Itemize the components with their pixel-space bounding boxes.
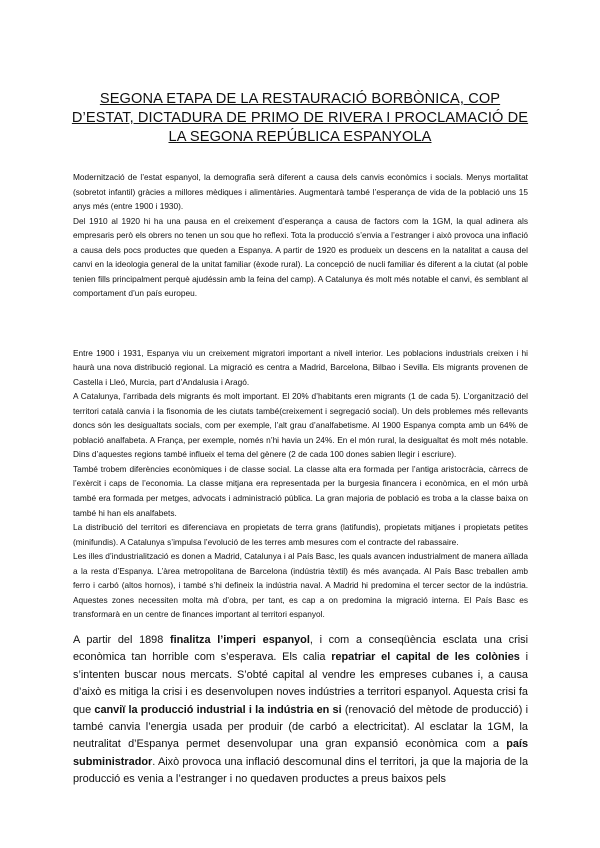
paragraph: Entre 1900 i 1931, Espanya viu un creixement migratori important a nivell interior. Les poblacions industrials creixen i hi haurà una nova distribució regional. La migració es centra a Madrid, Barcelona, Bilbao i Sevilla. Els migrants provenen de Castella i Lleó, Murcia, part d’Andalusia i Aragó.	[73, 347, 528, 387]
paragraph: Les illes d’industrialització es donen a Madrid, Catalunya i al País Basc, les quals avancen industrialment de manera aïllada a la resta d’Espanya. L’àrea metropolitana de Barcelona (indústria tèxtil) és més avançada. Al País Basc treballen amb ferro i carbó (altos hornos), i també s’hi defineix la indústria naval. A Madrid hi predomina el tercer sector de la indústria. Aquestes zones necessiten molta mà d’obra, per tant, es cap a on predomina la migració interna. El País Basc es transformarà en un centre de finances important al territori espanyol.	[73, 551, 528, 620]
document-title: SEGONA ETAPA DE LA RESTAURACIÓ BORBÒNICA, COP D’ESTAT, DICTADURA DE PRIMO DE RIVERA I PROCLAMACIÓ DE LA SEGONA REPÚBLICA ESPANYOLA	[71, 91, 529, 145]
paragraph: Modernització de l’estat espanyol, la demografia serà diferent a causa dels canvis econòmics i socials. Menys mortalitat (sobretot infantil) gràcies a millores mèdiques i alimentàries. Augmentarà també l’esperança de vida de la població uns 15 anys més (entre 1900 i 1930).	[73, 172, 528, 212]
paragraph: A Catalunya, l’arribada dels migrants és molt important. El 20% d’habitants eren migrants (1 de cada 5). L’organització del territori català canvia i la fisonomia de les ciutats també(creixement i segregació social). Un dels problemes més rellevants doncs són les desigualtats socials, com per exemple, l’alt grau d’analfabetisme. Al 1900 Espanya compta amb un 64% de població analfabeta. A França, per exemple, només n’hi havia un 24%. En el món rural, la desigualtat és molt més notable. Dins d’aquestes regions també influeix el tema del gènere (2 de cada 100 dones sabien llegir i escriure).	[73, 391, 528, 460]
text-run: (renovació del mètode de producció) i també canvia l’energia usada per produir (de carbó a electricitat). Al esclatar la 1GM, la neutralitat d’Espanya permet desenvolupar una gran expansió econòmica com a	[73, 703, 528, 751]
text-run: i s’intenten buscar nous mercats. S’obté capital al vendre les empreses cubanes i, a causa d’això es mitiga la crisi i es desenvolupen noves indústries a territori espanyol. Aquesta crisi fa que	[73, 651, 528, 716]
bold-phrase: país subministrador	[73, 738, 528, 768]
section-demography	[73, 170, 528, 301]
text-run: . Això provoca una inflació descomunal dins el territori, ja que la majoria de la producció es venia a l’estranger i no quedaven productes a preus baixos pels	[73, 755, 528, 786]
bold-phrase: canviï la producció industrial i la indústria en si	[94, 703, 342, 716]
paragraph: La distribució del territori es diferenciava en propietats de terra grans (latifundis), propietats mitjanes i propietats petites (minifundis). A Catalunya s’impulsa l’evolució de les terres amb mesures com el contracte del rabassaire.	[73, 522, 528, 547]
section-economy	[73, 632, 528, 789]
text-run: , i com a conseqüència esclata una crisi econòmica tan horrible com s’esperava. Els calia	[73, 634, 528, 664]
section-migration	[73, 346, 528, 622]
paragraph: També trobem diferències econòmiques i de classe social. La classe alta era formada per l’antiga aristocràcia, càrrecs de l’exèrcit i caps de l’economia. La classe mitjana era representada per la burgesia financera i econòmica, en el món urbà també era formada per metges, advocats i administració pública. La gran majoria de població es troba a la classe baixa on també hi han els analfabets.	[73, 463, 528, 518]
text-run: A partir del 1898	[73, 634, 170, 646]
bold-phrase: repatriar el capital de les colònies	[331, 651, 520, 664]
bold-phrase: finalitza l’imperi espanyol	[169, 634, 310, 646]
paragraph	[73, 632, 528, 789]
paragraph: Del 1910 al 1920 hi ha una pausa en el creixement d’esperança a causa de factors com la 1GM, la qual adinera als empresaris però els obrers no tenen un sou que ho reflexi. Tota la producció s’envia a l’estranger i això provoca una inflació a causa dels pocs productes que queden a Espanya. A partir de 1920 es produeix un descens en la natalitat a causa del canvi en la ideologia general de la unitat familiar (èxode rural). La concepció de nucli familiar és diferent a la ciutat (al poble tenien fills principalment perquè ajudéssin amb la feina del camp). A Catalunya és molt més notable el canvi, és semblant al comportament d’un país europeu.	[73, 215, 528, 299]
